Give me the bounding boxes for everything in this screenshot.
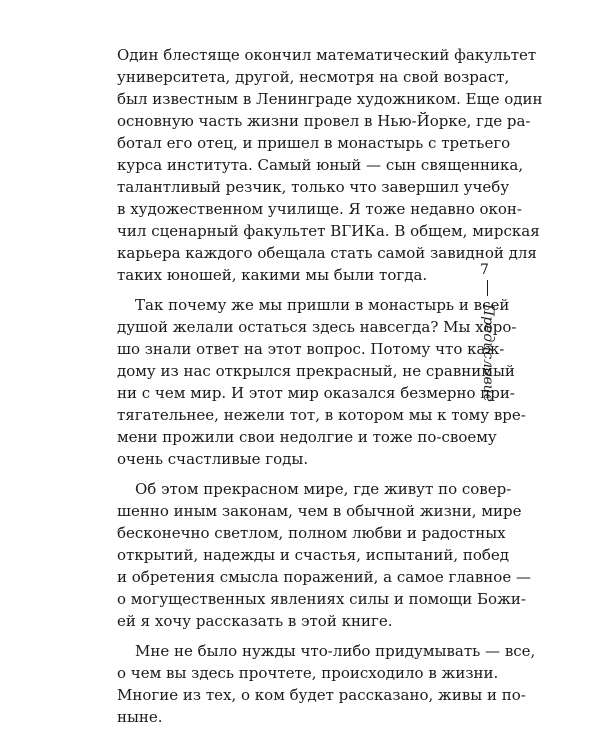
text-line: талантливый резчик, только что завершил учебу [117,178,510,196]
text-line: ныне. [117,708,163,726]
text-line: душой желали остаться здесь навсегда? Мы хоро- [117,318,517,336]
text-line: о могущественных явлениях силы и помощи Божи- [117,590,526,608]
text-line: шо знали ответ на этот вопрос. Потому что каж- [117,340,505,358]
paragraph-3 [117,478,531,632]
text-line: таких юношей, какими мы были тогда. [117,266,428,284]
text-line: был известным в Ленинграде художником. Еще один [117,90,543,108]
text-line: ей я хочу рассказать в этой книге. [117,612,393,630]
text-line: Об этом прекрасном мире, где живут по совер- [135,480,512,498]
paragraph-1 [117,44,543,286]
text-line: дому из нас открылся прекрасный, не сравнимый [117,362,515,380]
text-line: очень счастливые годы. [117,450,309,468]
text-line: в художественном училище. Я тоже недавно окон- [117,200,522,218]
paragraph-4 [117,640,536,728]
section-title: Предисловие [480,303,496,402]
page-number: 7 [480,261,489,278]
text-line: шенно иным законам, чем в обычной жизни, мире [117,502,522,520]
text-line: Так почему же мы пришли в монастырь и всей [135,296,510,314]
text-line: и обретения смысла поражений, а самое главное — [117,568,531,586]
running-head-divider [488,280,489,296]
text-line: открытий, надежды и счастья, испытаний, побед [117,546,510,564]
text-line: тягательнее, нежели тот, в котором мы к тому вре- [117,406,526,424]
text-line: курса института. Самый юный — сын священника, [117,156,524,174]
text-line: карьера каждого обещала стать самой завидной для [117,244,537,262]
text-line: мени прожили свои недолгие и тоже по-своему [117,428,497,446]
text-line: Мне не было нужды что-либо придумывать — все, [135,642,536,660]
text-line: университета, другой, несмотря на свой возраст, [117,68,510,86]
text-line: основную часть жизни провел в Нью-Йорке, где ра- [117,112,531,130]
text-line: о чем вы здесь прочтете, происходило в жизни. [117,664,499,682]
text-line: бесконечно светлом, полном любви и радостных [117,524,506,542]
text-line: Многие из тех, о ком будет рассказано, живы и по- [117,686,526,704]
text-line: ни с чем мир. И этот мир оказался безмерно при- [117,384,515,402]
text-line: ботал его отец, и пришел в монастырь с третьего [117,134,511,152]
running-head [476,262,516,422]
text-line: Один блестяще окончил математический факультет [117,46,537,64]
text-line: чил сценарный факультет ВГИКа. В общем, мирская [117,222,540,240]
